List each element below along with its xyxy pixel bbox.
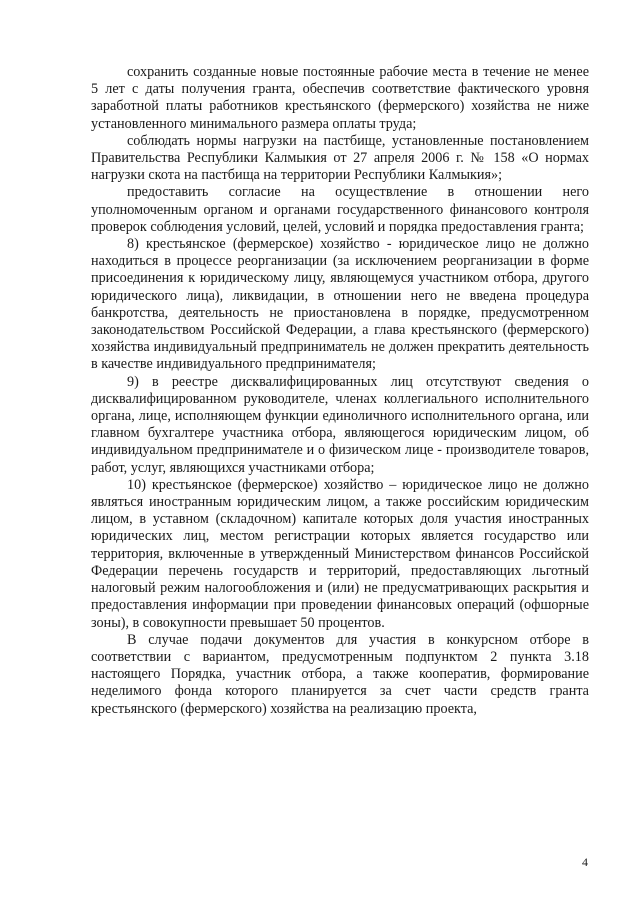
- paragraph-item-9: 9) в реестре дисквалифицированных лиц отсутствуют сведения о дисквалифицированном руководителе, членах коллегиального исполнительного органа, лице, исполняющем функции единоличного исполнительного органа, или главном бухгалтере участника отбора, являющегося юридическим лицом, об индивидуальном предпринимателе и о физическом лице - производителе товаров, работ, услуг, являющихся участниками отбора;: [91, 373, 589, 476]
- paragraph-pasture-norms: соблюдать нормы нагрузки на пастбище, установленные постановлением Правительства Республики Калмыкия от 27 апреля 2006 г. № 158 «О нормах нагрузки скота на пастбища на территории Республики Калмыкия»;: [91, 132, 589, 184]
- paragraph-submission-case: В случае подачи документов для участия в конкурсном отборе в соответствии с вариантом, предусмотренным подпунктом 2 пункта 3.18 настоящего Порядка, участник отбора, а также кооператив, формирование неделимого фонда которого планируется за счет части средств гранта крестьянского (фермерского) хозяйства на реализацию проекта,: [91, 631, 589, 717]
- document-body: [91, 64, 589, 718]
- paragraph-item-8: 8) крестьянское (фермерское) хозяйство - юридическое лицо не должно находиться в процессе реорганизации (за исключением реорганизации в форме присоединения к юридическому лицу, являющемуся участником отбора, другого юридического лица), ликвидации, в отношении него не введена процедура банкротства, деятельность не приостановлена в порядке, предусмотренном законодательством Российской Федерации, а глава крестьянского (фермерского) хозяйства индивидуальный предприниматель не должен прекратить деятельность в качестве индивидуального предпринимателя;: [91, 236, 589, 373]
- paragraph-workplaces: сохранить созданные новые постоянные рабочие места в течение не менее 5 лет с даты получения гранта, обеспечив соответствие фактического уровня заработной платы работников крестьянского (фермерского) хозяйства не ниже установленного минимального размера оплаты труда;: [91, 64, 589, 132]
- paragraph-consent: предоставить согласие на осуществление в отношении него уполномоченным органом и органами государственного финансового контроля проверок соблюдения условий, целей, условий и порядка предоставления гранта;: [91, 184, 589, 235]
- paragraph-item-10: 10) крестьянское (фермерское) хозяйство – юридическое лицо не должно являться иностранным юридическим лицом, а также российским юридическим лицом, в уставном (складочном) капитале которых доля участия иностранных юридических лиц, местом регистрации которых является государство или территория, включенные в утвержденный Министерством финансов Российской Федерации перечень государств и территорий, предоставляющих льготный налоговый режим налогообложения и (или) не предусматривающих раскрытия и предоставления информации при проведении финансовых операций (офшорные зоны), в совокупности превышает 50 процентов.: [91, 476, 589, 631]
- page-number: 4: [582, 855, 588, 869]
